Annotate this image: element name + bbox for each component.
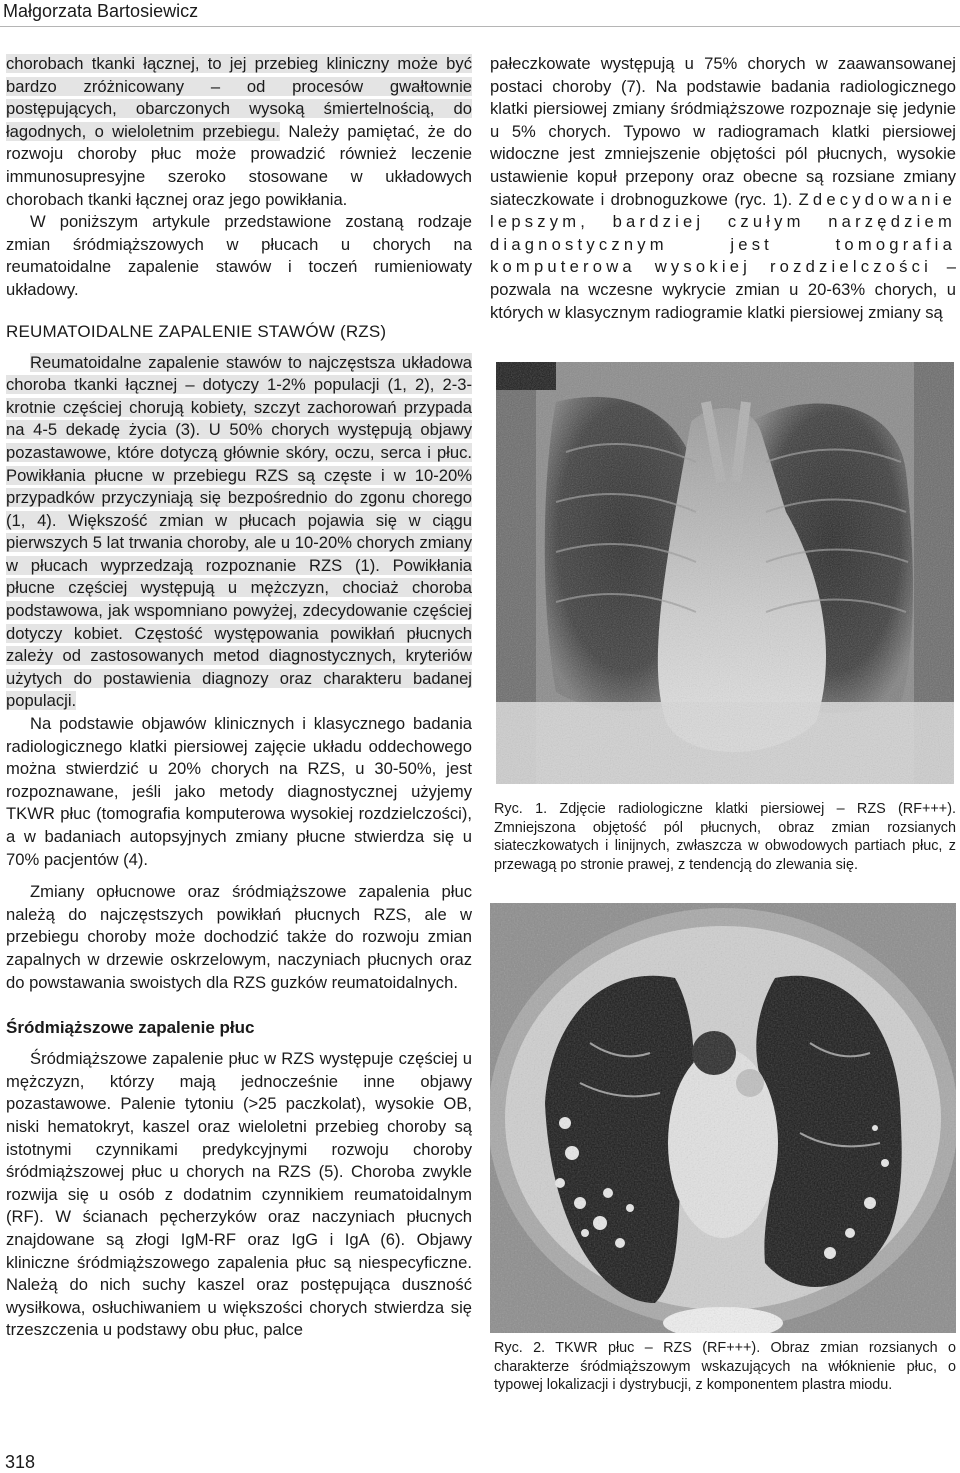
left-column (6, 53, 472, 1342)
chest-xray-image (496, 362, 954, 784)
paragraph-interstitial: Śródmiąższowe zapalenie płuc w RZS występuje częściej u mężczyzn, którzy mają jednocześnie inne objawy pozastawowe. Palenie tytoniu (>25 paczkolat), wysokie OB, niski hematokryt, kaszel oraz wieloletni przebieg choroby są istotnymi czynnikami predykcyjnymi rozwoju choroby śródmiąższowej płuc u chorych na RZS (5). Choroba zwykle rozwija się u osób z dodatnim czynnikiem reumatoidalnym (RF). W ścianach pęcherzyków oraz naczyniach płucnych znajdowane są złogi IgM-RF oraz IgG i IgA (6). Objawy kliniczne śródmiąższowego zapalenia płuc są niespecyficzne. Należą do nich suchy kaszel oraz postępująca duszność wysiłkowa, osłuchiwaniem u większości chorych stwierdza się trzeszczenia u podstawy obu płuc, palce (6, 1049, 472, 1340)
paragraph-diagnostics: Na podstawie objawów klinicznych i klasycznego badania radiologicznego klatki piersiowej zajęcie układu oddechowego można stwierdzić u 20% chorych na RZS, u 30-50%, jest rozpoznawane, jeśli jako metody diagnostycznej użyjemy TKWR płuc (tomografia komputerowa wysokiej rozdzielczości), a w badaniach autopsyjnych zmiany płucne stwierdza się u 70% pacjentów (4). (6, 714, 472, 869)
section-title: REUMATOIDALNE ZAPALENIE STAWÓW (RZS) (6, 321, 387, 341)
running-header (3, 0, 957, 22)
paragraph-rzs-overview (6, 352, 472, 714)
paragraph-gap (6, 871, 472, 881)
paragraph-continuation-end: – pozwala na wczesne wykrycie zmian u 20-63% chorych, u których w klasycznym radiogramie klatki piersiowej zmiany są (490, 257, 956, 322)
header-divider (0, 26, 960, 27)
page-number: 318 (5, 1452, 36, 1472)
hrct-scan-image (490, 903, 956, 1333)
paragraph-continuation-start: pałeczkowate występują u 75% chorych w zaawansowanej postaci choroby (7). Na podstawie badania radiologicznego klatki piersiowej zmiany śródmiąższowe rozpoznaje się jedynie u 5% chorych. Typowo w radiogramach klatki piersiowej widoczne jest zmniejszenie objętości pól płucnych, wysokie ustawienie kopuł przepony oraz obecne są rozsiane zmiany siateczkowate i drobnoguzkowe (ryc. 1). (490, 54, 956, 209)
paragraph-article-scope: W poniższym artykule przedstawione zostaną rodzaje zmian śródmiąższowych w płucach u chorych na reumatoidalne zapalenie stawów i toczeń rumieniowaty układowy. (6, 212, 472, 299)
paragraph-complications: Zmiany opłucnowe oraz śródmiąższowe zapalenia płuc należą do najczęstszych powikłań płucnych RZS, ale w przebiegu choroby może dochodzić także do rozwoju zmian zapalnych w drzewie oskrzelowym, naczyniach płucnych oraz do powstawania swoistych dla RZS guzków reumatoidalnych. (6, 882, 472, 992)
figure-2-caption: Ryc. 2. TKWR płuc – RZS (RF+++). Obraz zmian rozsianych o charakterze śródmiąższowym wskazujących na włóknienie płuc, o typowej lokalizacji i dystrybucji, z komponentem plastra miodu. (494, 1340, 956, 1394)
paragraph-intro (6, 53, 472, 211)
paragraph-continuation-emphasis: Zdecydowanie lepszym, bardziej czułym narzędziem diagnostycznym jest tomografia komputerowa wysokiej rozdzielczości (490, 189, 956, 277)
paragraph-intro-rest: Należy pamiętać, że do rozwoju choroby płuc może prowadzić również leczenie immunosupresyjne szeroko stosowane w układowych chorobach tkanki łącznej oraz jego powikłania. (6, 121, 472, 209)
header-author: Małgorzata Bartosiewicz (3, 1, 199, 21)
paragraph-intro-shaded: chorobach tkanki łącznej, to jej przebieg kliniczny może być bardzo zróżnicowany – od procesów gwałtownie postępujących, obarczonych wysoką śmiertelnością, do łagodnych, o wieloletnim przebiegu. (6, 54, 472, 141)
right-column (490, 53, 956, 324)
paragraph-rzs-overview-shaded: Reumatoidalne zapalenie stawów to najczęstsza układowa choroba tkanki łącznej – dotyczy 1-2% populacji (1, 2), 2-3-krotnie częściej chorują kobiety, szczyt zachorowań przypada na 4-5 dekadę życia (3). U 50% chorych występują objawy pozastawowe, które dotyczą głównie skóry, oczu, serca i płuc. Powikłania płucne w przebiegu RZS są częste i w 10-20% przypadków przyczyniają się bezpośrednio do zgonu chorego (1, 4). Większość zmian w płucach pojawia się w ciągu pierwszych 5 lat trwania choroby, ale u 10-20% chorych zmiany w płucach wyprzedzają rozpoznanie RZS (1). Powikłania płucne częściej występują u mężczyzn, chociaż choroba podstawowa, jak wspomniano powyżej, zdecydowanie częściej dotyczy kobiet. Częstość występowania powikłań płucnych zależy od zastosowanych metod diagnostycznych, kryteriów użytych do postawienia diagnozy oraz charakteru badanej populacji. (6, 352, 472, 711)
subheading: Śródmiąższowe zapalenie płuc (6, 1018, 255, 1038)
paragraph-continuation (490, 53, 956, 324)
figure-1-caption: Ryc. 1. Zdjęcie radiologiczne klatki piersiowej – RZS (RF+++). Zmniejszona objętość pól płucnych, obraz zmian rozsianych siateczkowatych i linijnych, zwłaszcza w obwodowych partiach płuc, z przewagą po stronie prawej, z tendencją do zlewania się. (494, 801, 956, 873)
